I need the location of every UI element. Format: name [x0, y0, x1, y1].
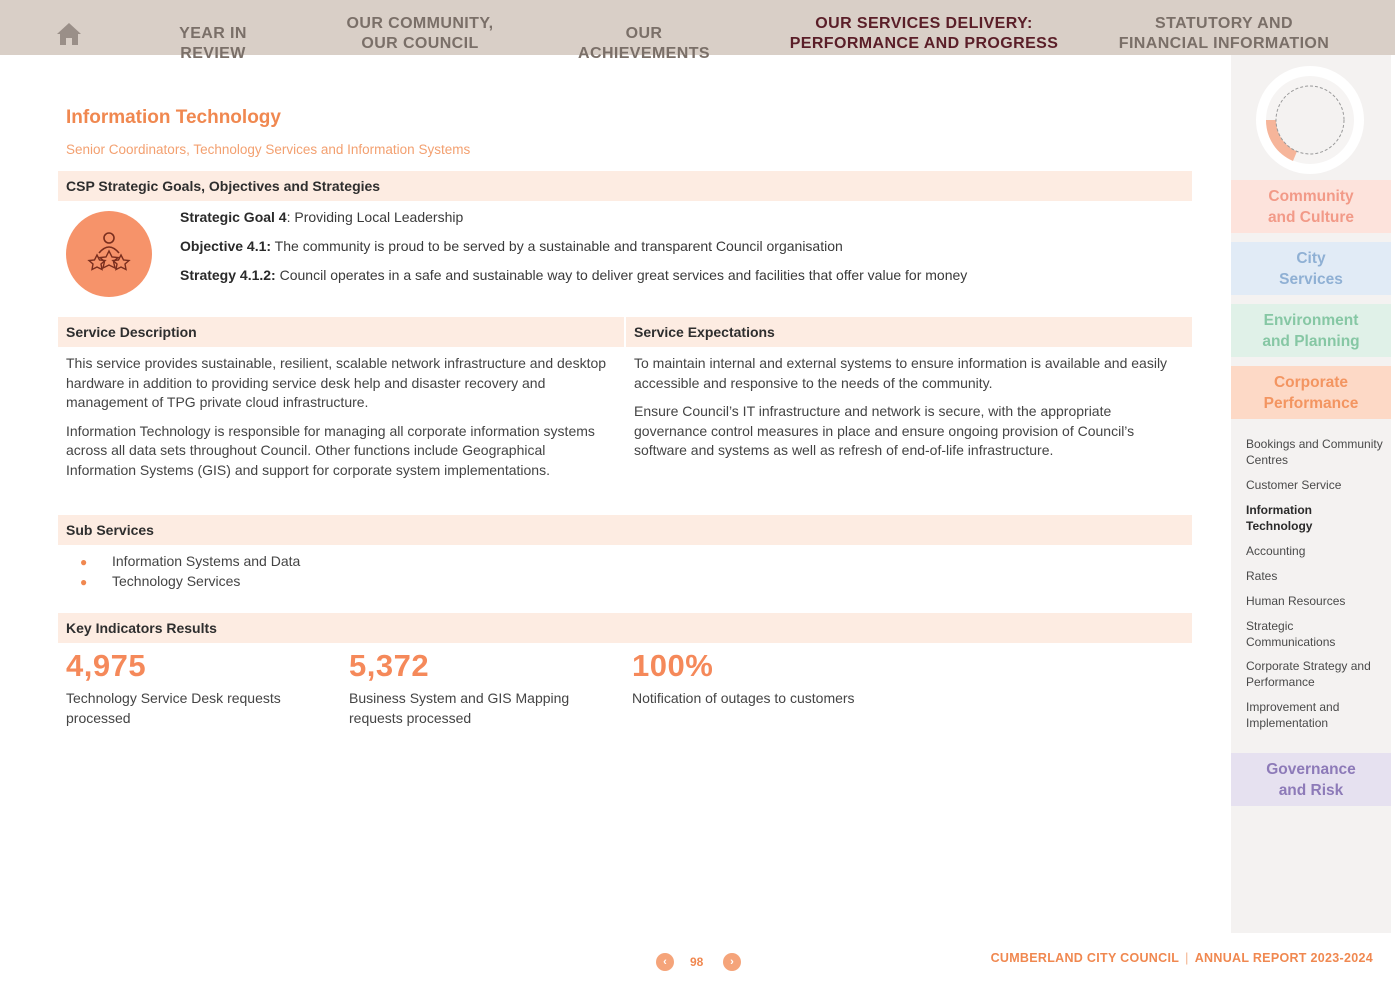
- sidebar-item-accounting[interactable]: Accounting: [1246, 544, 1306, 558]
- nav-year-in-review[interactable]: [146, 24, 280, 64]
- kpi-value: 100%: [632, 648, 714, 683]
- service-description: [66, 354, 616, 490]
- kpi-label: Business System and GIS Mapping requests processed: [349, 690, 570, 726]
- service-expectations-heading: Service Expectations: [626, 317, 1192, 347]
- top-navigation: [0, 0, 1395, 62]
- kpi-label: Notification of outages to customers: [632, 690, 855, 706]
- nav-our-community[interactable]: [330, 14, 510, 54]
- nav-label: PERFORMANCE AND PROGRESS: [789, 35, 1059, 52]
- objective: [180, 238, 843, 254]
- nav-label: OUR COUNCIL: [361, 35, 479, 52]
- nav-label: STATUTORY AND: [1155, 15, 1293, 32]
- list-item-label: Information Systems and Data: [112, 553, 301, 569]
- sidebar-item-information-technology[interactable]: Information Technology: [1246, 503, 1313, 533]
- nav-label: OUR COMMUNITY,: [346, 15, 494, 32]
- objective-text: The community is proud to be served by a sustainable and transparent Council organisation: [271, 238, 843, 254]
- list-item-label: Technology Services: [112, 573, 241, 589]
- nav-label: OUR ACHIEVEMENTS: [578, 25, 710, 62]
- category-label: City: [1296, 250, 1326, 267]
- kpi-value: 4,975: [66, 648, 147, 683]
- sidebar-category-city[interactable]: [1231, 242, 1391, 295]
- goal-text: : Providing Local Leadership: [286, 209, 464, 225]
- footer-report: ANNUAL REPORT 2023-2024: [1194, 951, 1373, 965]
- sidebar-item-corporate-strategy[interactable]: Corporate Strategy and Performance: [1246, 659, 1371, 689]
- category-label: and Risk: [1278, 782, 1344, 799]
- category-label: Governance: [1266, 761, 1356, 778]
- service-description-p1: This service provides sustainable, resilient, scalable network infrastructure and desktop hardware in addition to providing service desk help and disaster recovery and management of TPG private cloud infrastructure.: [66, 355, 607, 411]
- sub-services-heading: Sub Services: [58, 515, 1192, 545]
- bullet-icon: ●: [80, 555, 88, 569]
- strategy-label: Strategy 4.1.2:: [180, 267, 276, 283]
- category-label: Corporate: [1273, 374, 1349, 391]
- page-title: Information Technology: [66, 107, 281, 128]
- chevron-left-icon[interactable]: ‹: [656, 953, 674, 971]
- service-expectations: [634, 354, 1182, 470]
- page-number: 98: [690, 955, 704, 969]
- progress-donut: [1256, 66, 1364, 174]
- page-subtitle: Senior Coordinators, Technology Services and Information Systems: [66, 142, 471, 157]
- sidebar-item-human-resources[interactable]: Human Resources: [1246, 594, 1346, 608]
- strategic-goal: [180, 209, 463, 225]
- leadership-icon: [66, 211, 152, 297]
- category-label: Community: [1268, 188, 1354, 205]
- kpi-label: Technology Service Desk requests processed: [66, 690, 281, 726]
- footer-council: CUMBERLAND CITY COUNCIL: [990, 951, 1180, 965]
- sidebar-item-improvement[interactable]: Improvement and Implementation: [1246, 700, 1340, 730]
- objective-label: Objective 4.1:: [180, 238, 272, 254]
- category-label: Performance: [1263, 395, 1359, 412]
- list-item: [80, 553, 300, 569]
- service-expectations-p2: Ensure Council’s IT infrastructure and network is secure, with the appropriate governance control measures in place and ensure ongoing provision of Council’s software and systems as well as refresh of end-of-life infrastructure.: [634, 403, 1135, 459]
- category-label: and Planning: [1262, 333, 1360, 350]
- service-description-p2: Information Technology is responsible for managing all corporate information systems across all data sets throughout Council. Other functions include Geographical Information Systems (GIS) and support for corporate system implementations.: [66, 422, 595, 478]
- goal-label: Strategic Goal 4: [180, 209, 287, 225]
- sidebar-item-strategic-communications[interactable]: Strategic Communications: [1246, 619, 1336, 649]
- csp-heading: CSP Strategic Goals, Objectives and Strategies: [58, 171, 1192, 201]
- footer-separator: |: [1185, 951, 1189, 965]
- sidebar-category-community[interactable]: [1231, 180, 1391, 233]
- nav-label: OUR SERVICES DELIVERY:: [815, 15, 1033, 32]
- footer-brand: [991, 951, 1373, 965]
- kpi-value: 5,372: [349, 648, 430, 683]
- nav-our-achievements[interactable]: [558, 24, 730, 64]
- strategy-text: Council operates in a safe and sustainable way to deliver great services and facilities that offer value for money: [275, 267, 968, 283]
- kpi-heading: Key Indicators Results: [58, 613, 1192, 643]
- strategy: [180, 267, 967, 283]
- category-label: and Culture: [1267, 209, 1355, 226]
- sidebar-category-environment[interactable]: [1231, 304, 1391, 357]
- sidebar-item-rates[interactable]: Rates: [1246, 569, 1278, 583]
- nav-statutory-financial[interactable]: [1110, 14, 1338, 54]
- sidebar-item-customer-service[interactable]: Customer Service: [1246, 478, 1342, 492]
- chevron-right-icon[interactable]: ›: [723, 953, 741, 971]
- service-expectations-p1: To maintain internal and external systems to ensure information is available and easily accessible and responsive to the needs of the community.: [634, 355, 1168, 391]
- category-label: Services: [1279, 271, 1343, 288]
- category-label: Environment: [1263, 312, 1359, 329]
- nav-label: FINANCIAL INFORMATION: [1118, 35, 1330, 52]
- nav-label: YEAR IN REVIEW: [179, 25, 247, 62]
- service-description-heading: Service Description: [58, 317, 624, 347]
- sidebar-item-bookings[interactable]: Bookings and Community Centres: [1246, 437, 1383, 467]
- goal-badge: [66, 211, 152, 297]
- donut-chart-icon: [1256, 66, 1364, 174]
- bullet-icon: ●: [80, 575, 88, 589]
- sidebar-category-corporate[interactable]: [1231, 366, 1391, 419]
- home-icon[interactable]: [56, 22, 82, 46]
- list-item: [80, 573, 240, 589]
- nav-services-delivery[interactable]: [785, 14, 1063, 54]
- sidebar-category-governance[interactable]: [1231, 753, 1391, 806]
